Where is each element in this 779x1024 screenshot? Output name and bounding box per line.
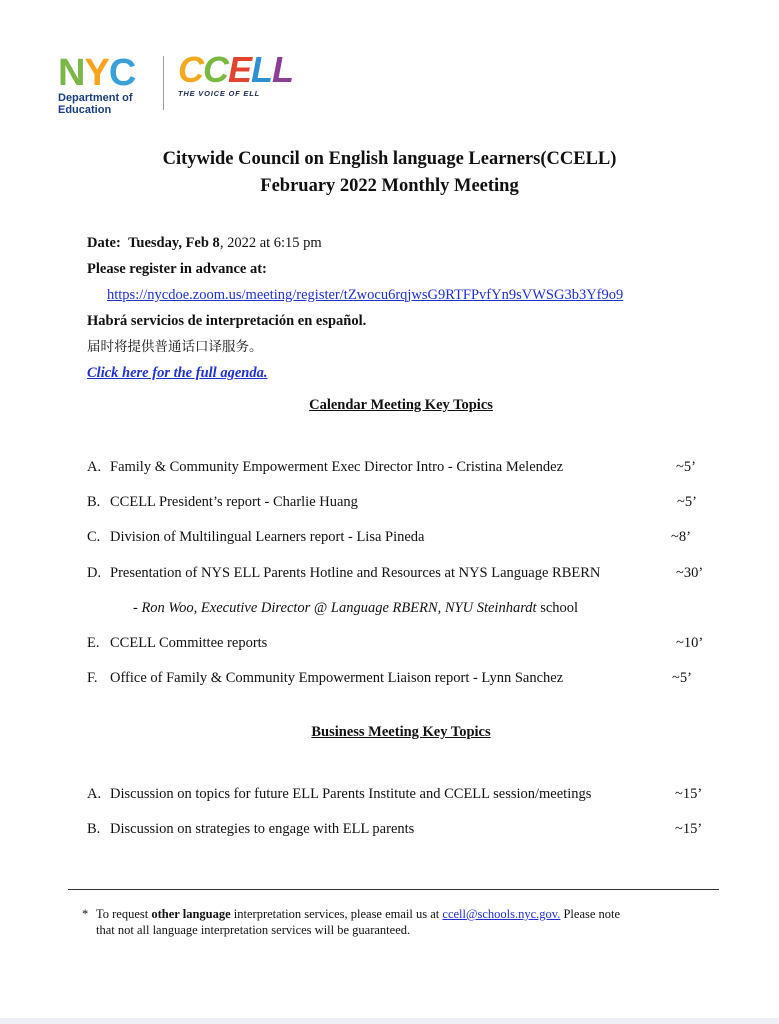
- calendar-item: [87, 528, 727, 546]
- nyc-doe-logo: [58, 52, 136, 116]
- item-text: Family & Community Empowerment Exec Director Intro - Cristina Melendez: [110, 459, 564, 475]
- calendar-sub-item: [133, 599, 578, 617]
- spanish-interpretation: Habrá servicios de interpretación en español.: [87, 313, 367, 329]
- ccell-letter-4: L: [251, 49, 273, 90]
- footnote-post: Please note: [560, 907, 621, 921]
- ccell-letter-1: C: [178, 49, 203, 90]
- calendar-item: [87, 669, 727, 687]
- presenter-name: - Ron Woo, Executive Director @ Language RBERN, NYU Steinhardt: [133, 600, 537, 616]
- item-text: Presentation of NYS ELL Parents Hotline and Resources at NYS Language RBERN: [110, 565, 601, 581]
- title-line-1: Citywide Council on English language Learners(CCELL): [162, 149, 617, 169]
- footnote-line-1: [82, 906, 712, 922]
- business-heading: Business Meeting Key Topics: [311, 724, 491, 740]
- ccell-letter-5: L: [272, 49, 294, 90]
- footnote-mid: interpretation services, please email us at: [230, 907, 443, 921]
- item-text: Discussion on topics for future ELL Parents Institute and CCELL session/meetings: [110, 786, 592, 802]
- item-duration: ~5’: [677, 494, 697, 510]
- item-letter: C.: [87, 529, 101, 545]
- full-agenda-link[interactable]: Click here for the full agenda.: [87, 365, 268, 381]
- calendar-item: [87, 634, 727, 652]
- ccell-letter-3: E: [228, 49, 252, 90]
- item-text: Division of Multilingual Learners report - Lisa Pineda: [110, 529, 425, 545]
- date-day: Tuesday, Feb 8: [128, 235, 220, 251]
- chinese-interpretation: 届时将提供普通话口译服务。: [87, 339, 263, 355]
- doe-label: [58, 92, 135, 116]
- business-item: [87, 820, 727, 838]
- ccell-letter-2: C: [203, 49, 228, 90]
- nyc-letter-c: C: [108, 52, 136, 94]
- date-line: [87, 234, 623, 260]
- item-duration: ~30’: [676, 565, 704, 581]
- date-rest: , 2022 at 6:15 pm: [219, 235, 322, 251]
- item-duration: ~10’: [676, 635, 704, 651]
- agenda-link-line: [87, 364, 623, 390]
- date-label: Date:: [87, 235, 121, 251]
- calendar-item: [87, 493, 727, 511]
- business-item: [87, 785, 727, 803]
- register-link[interactable]: https://nycdoe.zoom.us/meeting/register/tZwocu6rqjwsG9RTFPvfYn9sVWSG3b3Yf9o9: [107, 287, 624, 303]
- title-line-2: February 2022 Monthly Meeting: [260, 176, 519, 196]
- footnote-star: *: [82, 907, 89, 921]
- ccell-logo: [178, 49, 294, 98]
- item-text: Office of Family & Community Empowerment Liaison report - Lynn Sanchez: [110, 670, 564, 686]
- ccell-wordmark: [178, 49, 294, 90]
- bottom-edge-bar: [0, 1018, 779, 1024]
- register-url-line: [87, 286, 623, 312]
- item-letter: E.: [87, 635, 100, 651]
- nyc-letter-y: Y: [84, 52, 109, 94]
- item-duration: ~15’: [675, 821, 703, 837]
- item-duration: ~15’: [675, 786, 703, 802]
- footnote: [82, 906, 712, 938]
- register-text: Please register in advance at:: [87, 261, 267, 277]
- item-letter: F.: [87, 670, 98, 686]
- presenter-suffix: school: [536, 600, 579, 616]
- footnote-divider: [68, 889, 719, 890]
- ccell-tagline: THE VOICE OF ELL: [178, 89, 260, 98]
- item-duration: ~5’: [676, 459, 696, 475]
- footnote-pre: To request: [96, 907, 152, 921]
- item-letter: B.: [87, 821, 101, 837]
- item-text: CCELL President’s report - Charlie Huang: [110, 494, 358, 510]
- doe-label-line1: Department of: [58, 92, 133, 104]
- item-text: CCELL Committee reports: [110, 635, 268, 651]
- meeting-info: [87, 234, 623, 390]
- nyc-wordmark: [58, 52, 136, 94]
- logo-divider: [163, 56, 164, 110]
- item-text: Discussion on strategies to engage with ELL parents: [110, 821, 415, 837]
- item-letter: B.: [87, 494, 101, 510]
- item-duration: ~8’: [671, 529, 691, 545]
- item-letter: D.: [87, 565, 102, 581]
- calendar-heading: Calendar Meeting Key Topics: [309, 397, 493, 413]
- nyc-letter-n: N: [58, 52, 85, 94]
- item-duration: ~5’: [672, 670, 692, 686]
- document-title: [0, 146, 779, 200]
- footnote-bold: other language: [151, 907, 231, 921]
- doe-label-line2: Education: [58, 104, 112, 116]
- item-letter: A.: [87, 786, 102, 802]
- item-letter: A.: [87, 459, 102, 475]
- footnote-line-2: that not all language interpretation services will be guaranteed.: [96, 923, 411, 937]
- email-link[interactable]: ccell@schools.nyc.gov.: [442, 907, 561, 921]
- calendar-item: [87, 564, 727, 582]
- calendar-item: [87, 458, 727, 476]
